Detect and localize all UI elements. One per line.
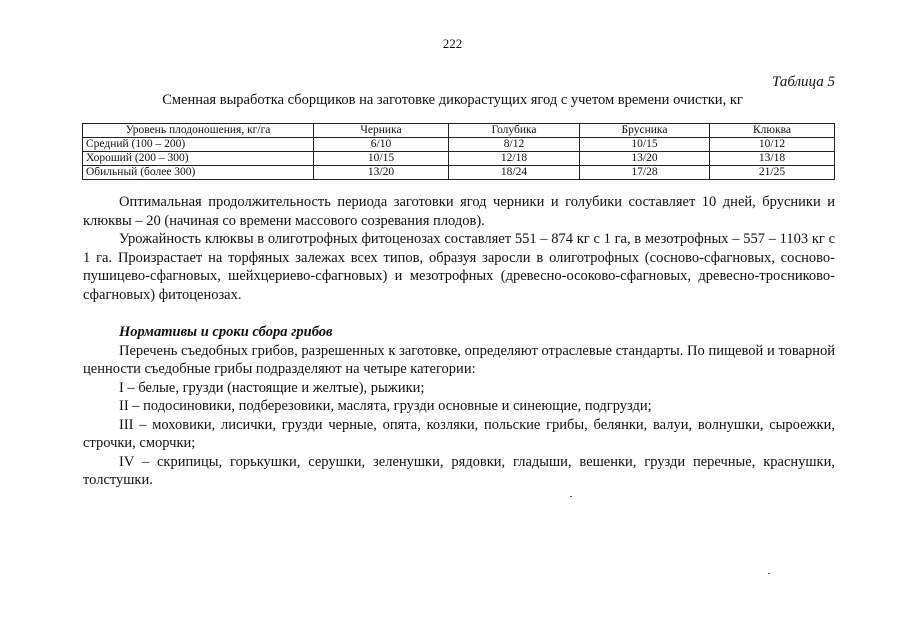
header-lingonberry: Брусника xyxy=(580,124,710,138)
table-cell: 13/20 xyxy=(580,152,710,166)
table-cell: 21/25 xyxy=(710,166,835,180)
table-cell: 10/12 xyxy=(710,138,835,152)
table-cell: 13/20 xyxy=(314,166,449,180)
berry-yield-table xyxy=(82,123,835,180)
paragraph-mushroom-list: Перечень съедобных грибов, разрешенных к заготовке, определяют отраслевые стандарты. По пищевой и товарной ценности съедобные грибы подразделяют на четыре категории: xyxy=(83,342,835,377)
header-bog-bilberry: Голубика xyxy=(449,124,580,138)
paragraph-cranberry-yield: Урожайность клюквы в олиготрофных фитоценозах составляет 551 – 874 кг с 1 га, в мезотрофных – 557 – 1103 кг с 1 га. Произрастает на торфяных залежах всех типов, образуя заросли в олиготрофных (сосново-сфагновых, сосново-пушицево-сфагновых, шейхцериево-сфагновых) и мезотрофных (древесно-осоково-сфагновых, древесно-тросниково-сфагновых) фитоценозах. xyxy=(83,231,835,303)
category-1: I – белые, грузди (настоящие и желтые), рыжики; xyxy=(119,379,425,396)
header-cranberry: Клюква xyxy=(710,124,835,138)
table-cell: 8/12 xyxy=(449,138,580,152)
category-4: IV – скрипицы, горькушки, серушки, зеленушки, рядовки, гладыши, вешенки, грузди перечные, краснушки, толстушки. xyxy=(83,453,835,488)
scan-speck xyxy=(768,573,770,574)
category-2: II – подосиновики, подберезовики, маслята, грузди основные и синеющие, подгрузди; xyxy=(119,398,652,414)
table-header-row xyxy=(83,124,835,138)
header-fruiting-level: Уровень плодоношения, кг/га xyxy=(83,124,314,138)
table-cell: Обильный (более 300) xyxy=(83,166,314,180)
page-number: 222 xyxy=(442,36,463,51)
table-cell: Хороший (200 – 300) xyxy=(83,152,314,166)
table-row xyxy=(83,166,835,180)
table-cell: 13/18 xyxy=(710,152,835,166)
table-cell: Средний (100 – 200) xyxy=(83,138,314,152)
table-row xyxy=(83,138,835,152)
table-cell: 10/15 xyxy=(314,152,449,166)
table-label: Таблица 5 xyxy=(772,74,835,90)
table-row xyxy=(83,152,835,166)
paragraph-harvest-period: Оптимальная продолжительность периода заготовки ягод черники и голубики составляет 10 дней, брусники и клюквы – 20 (начиная со времени массового созревания плодов). xyxy=(83,194,835,229)
table-cell: 10/15 xyxy=(580,138,710,152)
section-heading: Нормативы и сроки сбора грибов xyxy=(119,324,333,340)
table-cell: 6/10 xyxy=(314,138,449,152)
scan-speck xyxy=(570,496,572,497)
table-cell: 18/24 xyxy=(449,166,580,180)
body-text xyxy=(83,193,835,490)
table-cell: 12/18 xyxy=(449,152,580,166)
table-title: Сменная выработка сборщиков на заготовке дикорастущих ягод с учетом времени очистки, кг xyxy=(162,92,743,108)
table-cell: 17/28 xyxy=(580,166,710,180)
category-3: III – моховики, лисички, грузди черные, опята, козляки, польские грибы, белянки, валуи, волнушки, сыроежки, строчки, сморчки; xyxy=(83,416,835,451)
header-blueberry: Черника xyxy=(314,124,449,138)
